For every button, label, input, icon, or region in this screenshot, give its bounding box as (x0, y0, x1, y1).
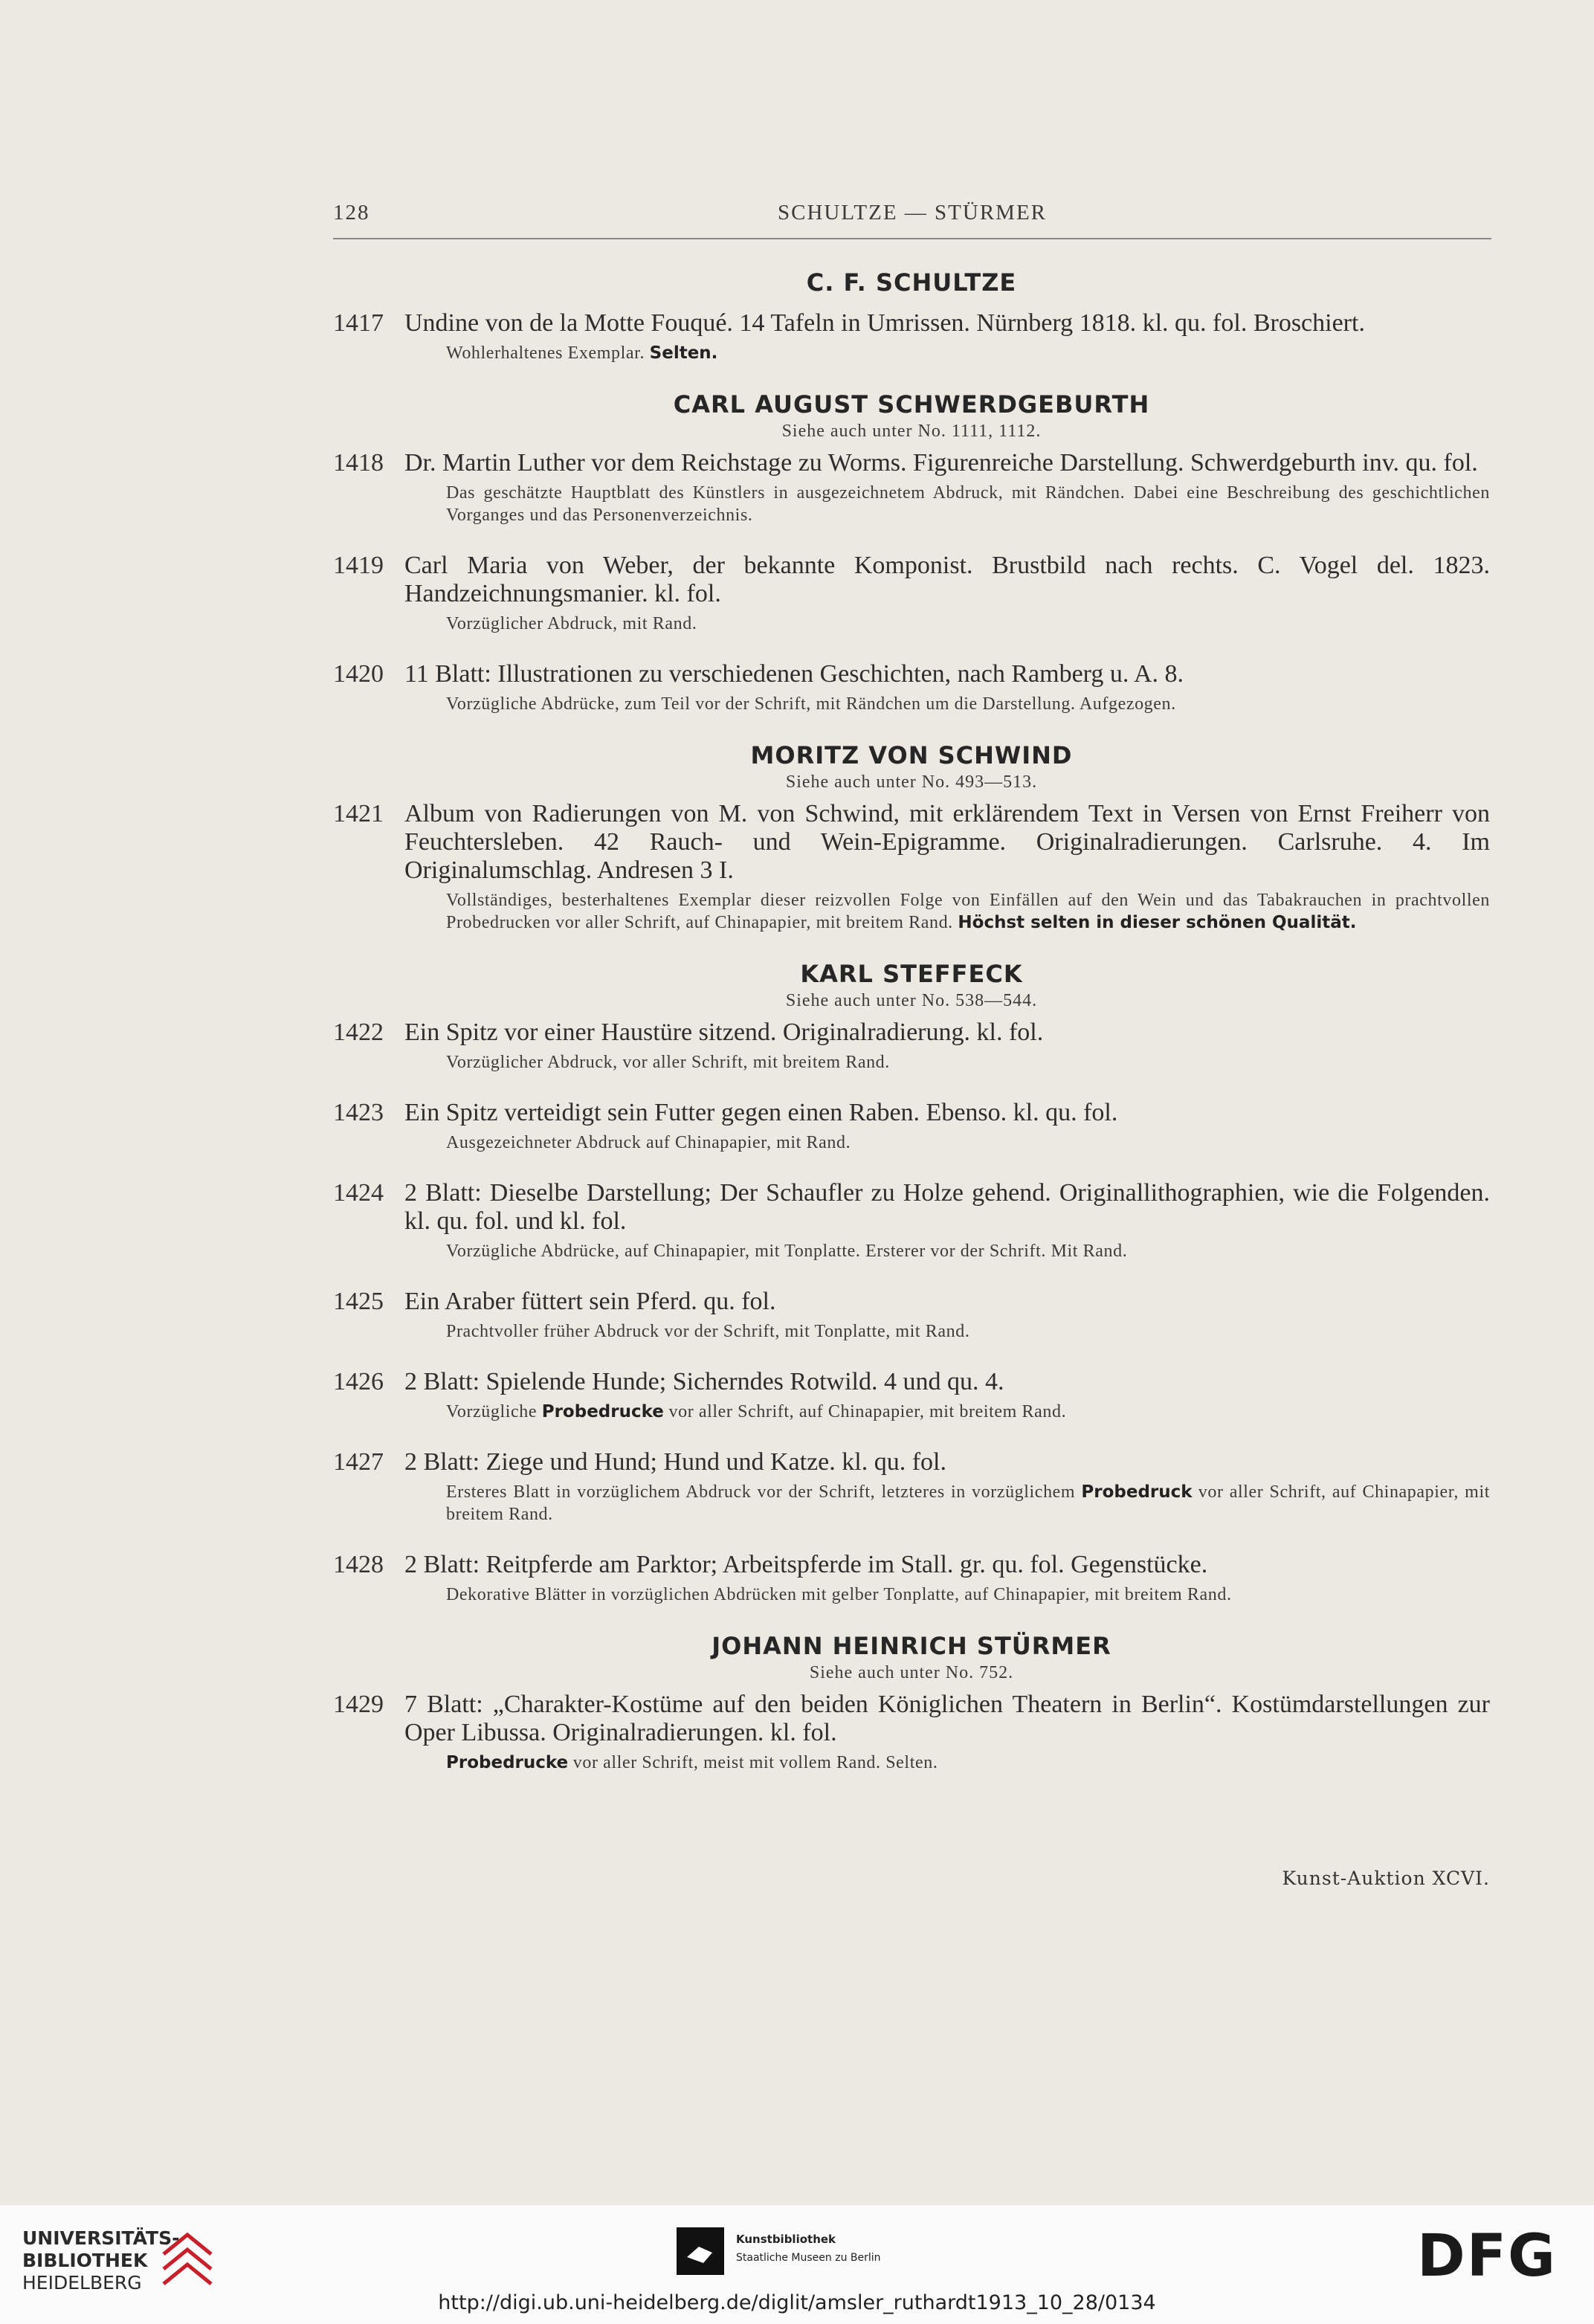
catalog-entry (333, 800, 1490, 934)
permalink-url[interactable]: http://digi.ub.uni-heidelberg.de/diglit/amsler_ruthardt1913_10_28/0134 (438, 2291, 1156, 2314)
catalog-entry (333, 552, 1490, 635)
running-header (333, 201, 1491, 239)
note-text: Vorzügliche Abdrücke, zum Teil vor der Schrift, mit Rändchen um die Darstellung. Aufgezogen. (446, 694, 1176, 714)
lot-description: Ein Spitz verteidigt sein Futter gegen einen Raben. Ebenso. kl. qu. fol. (404, 1099, 1118, 1126)
see-also-reference: Siehe auch unter No. 1111, 1112. (781, 422, 1042, 441)
see-also-reference (333, 297, 1490, 303)
footer-bar (0, 2205, 1594, 2324)
lot-description: Album von Radierungen von M. von Schwind, mit erklärendem Text in Versen von Ernst Freiherr von Feuchtersleben. 42 Rauch- und Wein-Epigramme. Originalradierungen. Carlsruhe. 4. Im Originalumschlag. Andresen 3 I. (404, 800, 1490, 884)
lot-number: 1421 (333, 800, 384, 827)
catalog-entry (333, 1368, 1490, 1423)
lot-description: 2 Blatt: Ziege und Hund; Hund und Katze. kl. qu. fol. (404, 1448, 946, 1476)
note-text: Dekorative Blätter in vorzüglichen Abdrücken mit gelber Tonplatte, auf Chinapapier, mit breitem Rand. (446, 1585, 1232, 1604)
lot-condition-note (404, 1051, 1490, 1074)
lot-number: 1426 (333, 1368, 384, 1395)
note-text: Vorzüglicher Abdruck, mit Rand. (446, 614, 697, 633)
lot-number: 1428 (333, 1551, 384, 1578)
artist-heading: C. F. SCHULTZE (806, 268, 1017, 297)
lot-description: Dr. Martin Luther vor dem Reichstage zu Worms. Figurenreiche Darstellung. Schwerdgeburth inv. qu. fol. (404, 449, 1478, 477)
note-text: Wohlerhaltenes Exemplar. (446, 343, 645, 363)
lot-description: 11 Blatt: Illustrationen zu verschiedenen Geschichten, nach Ramberg u. A. 8. (404, 660, 1184, 688)
lot-number: 1427 (333, 1448, 384, 1476)
lot-condition-note (404, 1320, 1490, 1343)
lot-description: 2 Blatt: Reitpferde am Parktor; Arbeitspferde im Stall. gr. qu. fol. Gegenstücke. (404, 1551, 1208, 1578)
catalog-entry (333, 1551, 1490, 1606)
lot-condition-note (404, 342, 1490, 364)
university-logo-icon (158, 2224, 217, 2299)
lot-condition-note (404, 1584, 1490, 1606)
catalog-signature: Kunst-Auktion XCVI. (1282, 1868, 1490, 1889)
artist-heading: MORITZ VON SCHWIND (750, 741, 1073, 769)
catalog-entry (333, 1019, 1490, 1074)
lot-description: 7 Blatt: „Charakter-Kostüme auf den beiden Königlichen Theatern in Berlin“. Kostümdarstellungen zur Oper Libussa. Originalradierungen. kl. fol. (404, 1691, 1490, 1746)
note-emphasis: Höchst selten in dieser schönen Qualität. (958, 913, 1357, 932)
see-also-reference: Siehe auch unter No. 538—544. (785, 991, 1038, 1010)
note-text: Vollständiges, besterhaltenes Exemplar dieser reizvollen Folge von Einfällen auf den Wein und das Tabakrauchen in prachtvollen Probedrucken vor aller Schrift, auf Chinapapier, mit breitem Rand. (446, 891, 1490, 932)
dfg-logo[interactable]: DFG (1417, 2223, 1558, 2290)
lot-description: 2 Blatt: Spielende Hunde; Sicherndes Rotwild. 4 und qu. 4. (404, 1368, 1004, 1395)
lot-condition-note (404, 693, 1490, 715)
lot-description: 2 Blatt: Dieselbe Darstellung; Der Schaufler zu Holze gehend. Originallithographien, wie die Folgenden. kl. qu. fol. und kl. fol. (404, 1179, 1490, 1235)
catalog-entry (333, 309, 1490, 364)
lot-number: 1429 (333, 1691, 384, 1718)
lot-condition-note (404, 1132, 1490, 1154)
university-library-name[interactable]: UNIVERSITÄTS- BIBLIOTHEK HEIDELBERG (22, 2227, 180, 2294)
catalog-entry (333, 449, 1490, 526)
lot-condition-note (404, 1481, 1490, 1526)
note-text-continued: vor aller Schrift, meist mit vollem Rand. Selten. (572, 1753, 938, 1772)
note-emphasis: Probedrucke (446, 1753, 569, 1772)
catalog-entry (333, 1288, 1490, 1343)
note-text: Vorzügliche Abdrücke, auf Chinapapier, mit Tonplatte. Ersterer vor der Schrift. Mit Rand. (446, 1242, 1128, 1261)
catalog-entry (333, 1099, 1490, 1154)
kunstbibliothek-name[interactable]: Kunstbibliothek Staatliche Museen zu Berlin (736, 2233, 881, 2264)
lot-description: Ein Araber füttert sein Pferd. qu. fol. (404, 1288, 776, 1315)
catalog-entry (333, 1691, 1490, 1774)
lot-number: 1422 (333, 1019, 384, 1046)
note-text: Das geschätzte Hauptblatt des Künstlers in ausgezeichnetem Abdruck, mit Rändchen. Dabei eine Beschreibung des geschichtlichen Vorganges und das Personenverzeichnis. (446, 483, 1490, 525)
lot-number: 1425 (333, 1288, 384, 1315)
lot-number: 1419 (333, 552, 384, 579)
lot-description: Undine von de la Motte Fouqué. 14 Tafeln in Umrissen. Nürnberg 1818. kl. qu. fol. Broschiert. (404, 309, 1365, 337)
lot-condition-note (404, 1752, 1490, 1774)
note-text-continued: vor aller Schrift, auf Chinapapier, mit breitem Rand. (446, 1482, 1490, 1524)
note-text: Vorzüglicher Abdruck, vor aller Schrift, mit breitem Rand. (446, 1053, 890, 1072)
note-text: Vorzügliche (446, 1402, 538, 1421)
catalog-entry (333, 1448, 1490, 1526)
lot-condition-note (404, 1401, 1490, 1423)
kunstbibliothek-logo-icon (677, 2227, 724, 2275)
lot-description: Ein Spitz vor einer Haustüre sitzend. Originalradierung. kl. fol. (404, 1019, 1044, 1046)
catalog-entry (333, 660, 1490, 715)
running-title: SCHULTZE — STÜRMER (777, 201, 1048, 225)
lot-number: 1418 (333, 449, 384, 477)
lot-number: 1423 (333, 1099, 384, 1126)
note-text: Ausgezeichneter Abdruck auf Chinapapier, mit Rand. (446, 1133, 851, 1152)
note-text: Ersteres Blatt in vorzüglichem Abdruck vor der Schrift, letzteres in vorzüglichem (446, 1482, 1076, 1502)
lot-condition-note (404, 1240, 1490, 1262)
page-number: 128 (333, 201, 370, 225)
lot-condition-note (404, 889, 1490, 934)
note-emphasis: Probedrucke (541, 1402, 664, 1421)
note-text-continued: vor aller Schrift, auf Chinapapier, mit breitem Rand. (668, 1402, 1067, 1421)
lot-number: 1420 (333, 660, 384, 688)
lot-condition-note (404, 482, 1490, 526)
note-emphasis: Probedruck (1081, 1482, 1193, 1502)
lot-number: 1417 (333, 309, 384, 337)
see-also-reference: Siehe auch unter No. 493—513. (785, 772, 1038, 792)
artist-heading: KARL STEFFECK (800, 960, 1023, 988)
note-emphasis: Selten. (649, 343, 718, 363)
artist-heading: JOHANN HEINRICH STÜRMER (712, 1632, 1111, 1660)
lot-description: Carl Maria von Weber, der bekannte Komponist. Brustbild nach rechts. C. Vogel del. 1823. Handzeichnungsmanier. kl. fol. (404, 552, 1490, 607)
artist-heading: CARL AUGUST SCHWERDGEBURTH (673, 390, 1150, 419)
lot-condition-note (404, 613, 1490, 635)
catalog-entry (333, 1179, 1490, 1262)
note-text: Prachtvoller früher Abdruck vor der Schrift, mit Tonplatte, mit Rand. (446, 1322, 970, 1341)
lot-number: 1424 (333, 1179, 384, 1207)
catalog-content (333, 268, 1490, 1799)
see-also-reference: Siehe auch unter No. 752. (809, 1663, 1014, 1682)
